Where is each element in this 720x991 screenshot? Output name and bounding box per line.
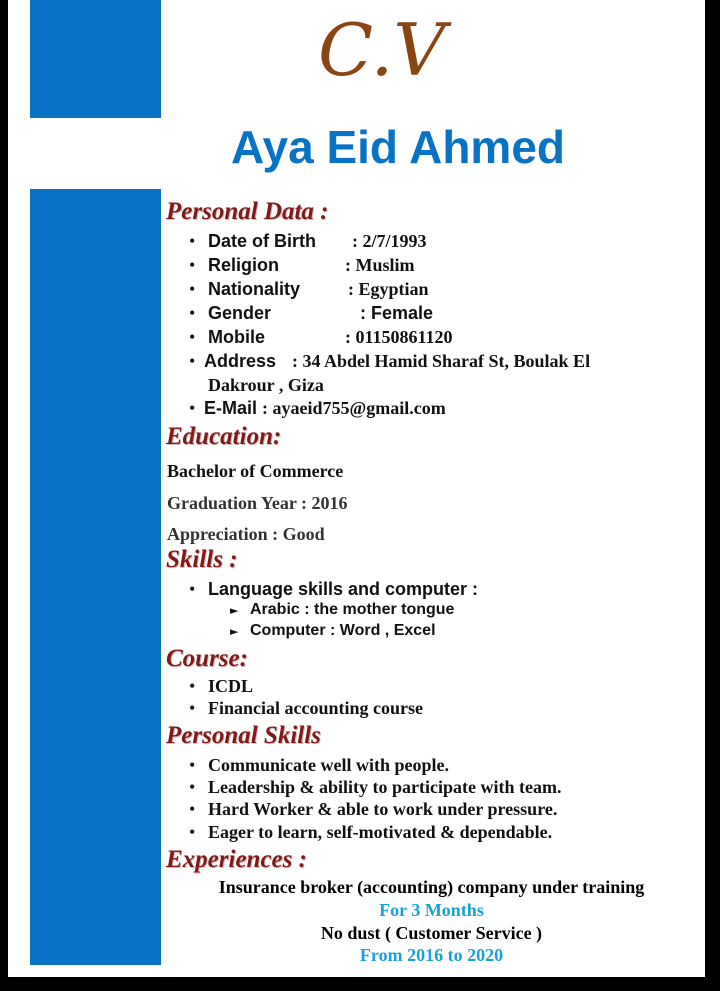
- education-appreciation: Appreciation : Good: [167, 524, 325, 544]
- personal-skill-item: Eager to learn, self-motivated & dependable.: [208, 822, 553, 842]
- heading-experiences: Experiences :: [166, 846, 307, 873]
- heading-personal-skills: Personal Skills: [166, 722, 321, 749]
- experience-job-2: No dust ( Customer Service ): [320, 923, 543, 943]
- personal-skill-item: Hard Worker & able to work under pressure.: [208, 799, 558, 819]
- person-name: Aya Eid Ahmed: [231, 121, 565, 173]
- bullet-icon: •: [189, 698, 196, 718]
- bullet-icon: •: [189, 231, 196, 251]
- skills-sub-arabic: Arabic : the mother tongue: [250, 601, 455, 618]
- experience-job-1: Insurance broker (accounting) company under training: [218, 877, 645, 897]
- triangle-bullet-icon: ►: [230, 604, 239, 617]
- email-label: E-Mail: [204, 398, 258, 418]
- experience-job-1-duration: For 3 Months: [379, 900, 484, 920]
- personal-skill-item: Communicate well with people.: [208, 755, 449, 775]
- nationality-value: : Egyptian: [348, 279, 429, 299]
- gender-value: : Female: [360, 303, 434, 323]
- bullet-icon: •: [189, 279, 196, 299]
- personal-skill-item: Leadership & ability to participate with team.: [208, 777, 562, 797]
- course-item: Financial accounting course: [208, 698, 423, 718]
- religion-value: : Muslim: [345, 255, 415, 275]
- bullet-icon: •: [189, 799, 196, 819]
- bullet-icon: •: [189, 579, 196, 599]
- skills-sub-computer: Computer : Word , Excel: [250, 622, 436, 639]
- bullet-icon: •: [189, 327, 196, 347]
- bullet-icon: •: [189, 351, 196, 371]
- gender-label: Gender: [208, 303, 272, 323]
- address-value: : 34 Abdel Hamid Sharaf St, Boulak El: [292, 351, 591, 371]
- education-graduation: Graduation Year : 2016: [167, 493, 348, 513]
- dob-value: : 2/7/1993: [352, 231, 427, 251]
- bullet-icon: •: [189, 303, 196, 323]
- mobile-value: : 01150861120: [345, 327, 453, 347]
- bullet-icon: •: [189, 676, 196, 696]
- heading-course: Course:: [166, 645, 248, 672]
- bullet-icon: •: [189, 755, 196, 775]
- side-accent-bar: [30, 189, 161, 965]
- bullet-icon: •: [189, 398, 196, 418]
- religion-label: Religion: [208, 255, 279, 275]
- address-label: Address: [204, 351, 277, 371]
- bullet-icon: •: [189, 255, 196, 275]
- address-value-continued: Dakrour , Giza: [208, 375, 324, 395]
- bullet-icon: •: [189, 777, 196, 797]
- heading-education: Education:: [166, 423, 282, 450]
- email-value: : ayaeid755@gmail.com: [262, 398, 446, 418]
- education-degree: Bachelor of Commerce: [167, 461, 344, 481]
- heading-skills: Skills :: [166, 546, 238, 573]
- experience-job-2-duration: From 2016 to 2020: [359, 945, 504, 965]
- top-accent-bar: [30, 0, 161, 118]
- dob-label: Date of Birth: [208, 231, 316, 251]
- course-item: ICDL: [208, 676, 254, 696]
- mobile-label: Mobile: [208, 327, 265, 347]
- nationality-label: Nationality: [208, 279, 301, 299]
- triangle-bullet-icon: ►: [230, 625, 239, 638]
- bullet-icon: •: [189, 822, 196, 842]
- skills-main: Language skills and computer :: [208, 579, 479, 599]
- cv-title: C.V: [318, 8, 446, 92]
- cv-page: [8, 0, 705, 977]
- heading-personal-data: Personal Data :: [166, 198, 329, 225]
